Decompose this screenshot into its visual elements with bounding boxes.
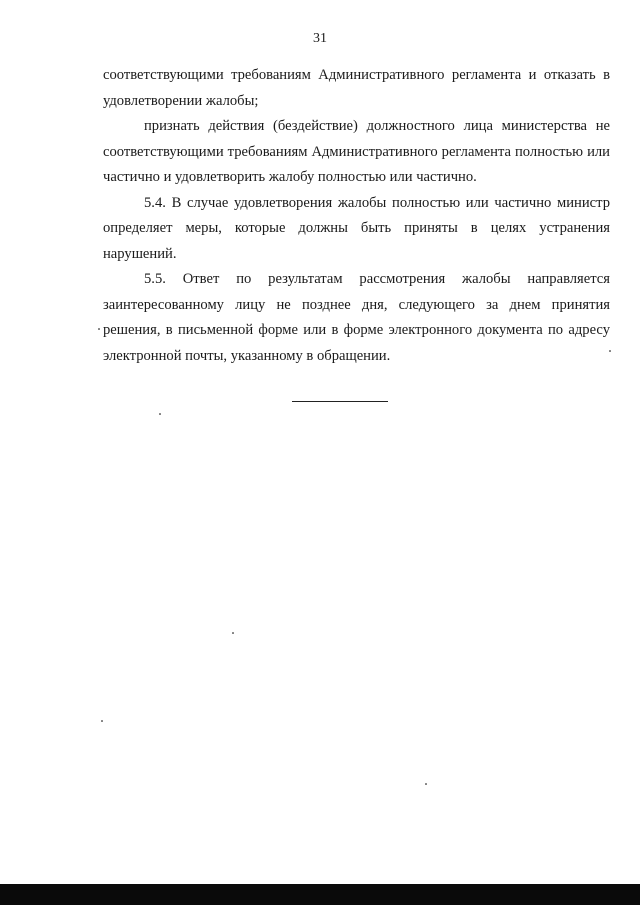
scan-speck [98, 328, 100, 330]
page-number: 31 [313, 31, 327, 46]
paragraph-4: 5.5. Ответ по результатам рассмотрения жалобы направляется заинтересованному лицу не позднее дня, следующего за днем принятия решения, в письменной форме или в форме электронного документа по адресу электронной почты, указанному в обращении. [103, 271, 610, 364]
body-text [103, 63, 610, 369]
scan-speck [159, 413, 161, 415]
paragraph-1: соответствующими требованиям Административного регламента и отказать в удовлетворении жалобы; [103, 67, 610, 109]
scan-bottom-edge [0, 884, 640, 905]
scan-speck [609, 350, 611, 352]
scan-speck [101, 720, 103, 722]
paragraph-2: признать действия (бездействие) должностного лица министерства не соответствующими требованиям Административного регламента полностью или частично и удовлетворить жалобу полностью или частично. [103, 118, 610, 185]
end-separator-line [292, 401, 388, 402]
scan-speck [232, 632, 234, 634]
paragraph-3: 5.4. В случае удовлетворения жалобы полностью или частично министр определяет меры, которые должны быть приняты в целях устранения нарушений. [103, 194, 610, 262]
scan-speck [425, 783, 427, 785]
